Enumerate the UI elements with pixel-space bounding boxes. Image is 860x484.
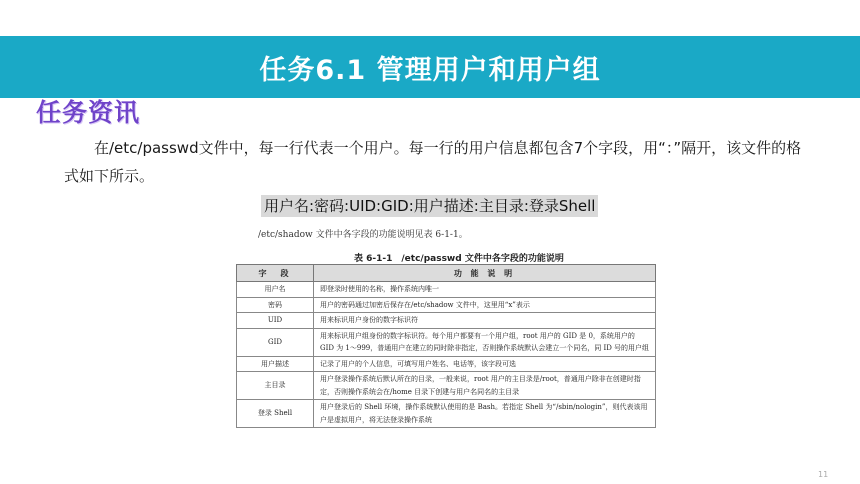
field-cell: 用户描述 <box>237 356 314 372</box>
field-cell: 主目录 <box>237 372 314 400</box>
description-cell: 记录了用户的个人信息，可填写用户姓名、电话等，该字段可选 <box>314 356 656 372</box>
shadow-note: /etc/shadow 文件中各字段的功能说明见表 6-1-1。 <box>258 230 468 240</box>
table-row <box>237 297 656 313</box>
table-header-row <box>237 265 656 282</box>
passwd-format-line: 用户名:密码:UID:GID:用户描述:主目录:登录Shell <box>261 195 598 217</box>
table-row <box>237 282 656 298</box>
header-description: 功 能 说 明 <box>314 265 656 282</box>
description-cell: 用户的密码通过加密后保存在/etc/shadow 文件中，这里用“x”表示 <box>314 297 656 313</box>
table-row <box>237 356 656 372</box>
field-cell: 登录 Shell <box>237 400 314 428</box>
description-cell: 用来标识用户组身份的数字标识符。每个用户都要有一个用户组，root 用户的 GID 是 0，系统用户的 GID 为 1～999，普通用户在建立的同时除非指定，否则操作系统默认会建立一个同名，同 ID 号的用户组 <box>314 328 656 356</box>
description-cell: 用户登录操作系统后默认所在的目录，一般来说，root 用户的主目录是/root，普通用户除非在创建时指定，否则操作系统会在/home 目录下创建与用户名同名的主目录 <box>314 372 656 400</box>
field-function-table <box>236 264 656 428</box>
field-cell: 用户名 <box>237 282 314 298</box>
intro-paragraph <box>64 134 804 190</box>
table-row <box>237 400 656 428</box>
field-cell: GID <box>237 328 314 356</box>
page-number: 11 <box>818 470 829 479</box>
title-banner <box>0 36 860 98</box>
slide-title: 任务6.1 管理用户和用户组 <box>259 54 601 86</box>
header-field: 字 段 <box>237 265 314 282</box>
section-label: 任务资讯 <box>36 98 141 127</box>
intro-text: 在/etc/passwd文件中，每一行代表一个用户。每一行的用户信息都包含7个字段，用“：”隔开，该文件的格式如下所示。 <box>64 139 802 185</box>
description-cell: 用户登录后的 Shell 环境，操作系统默认使用的是 Bash。若指定 Shell 为“/sbin/nologin”，则代表该用户是虚拟用户，将无法登录操作系统 <box>314 400 656 428</box>
table-row <box>237 328 656 356</box>
field-cell: 密码 <box>237 297 314 313</box>
description-cell: 用来标识用户身份的数字标识符 <box>314 313 656 329</box>
table-caption: 表 6-1-1 /etc/passwd 文件中各字段的功能说明 <box>354 254 564 264</box>
description-cell: 即登录时使用的名称，操作系统内唯一 <box>314 282 656 298</box>
table-row <box>237 313 656 329</box>
field-cell: UID <box>237 313 314 329</box>
table-row <box>237 372 656 400</box>
